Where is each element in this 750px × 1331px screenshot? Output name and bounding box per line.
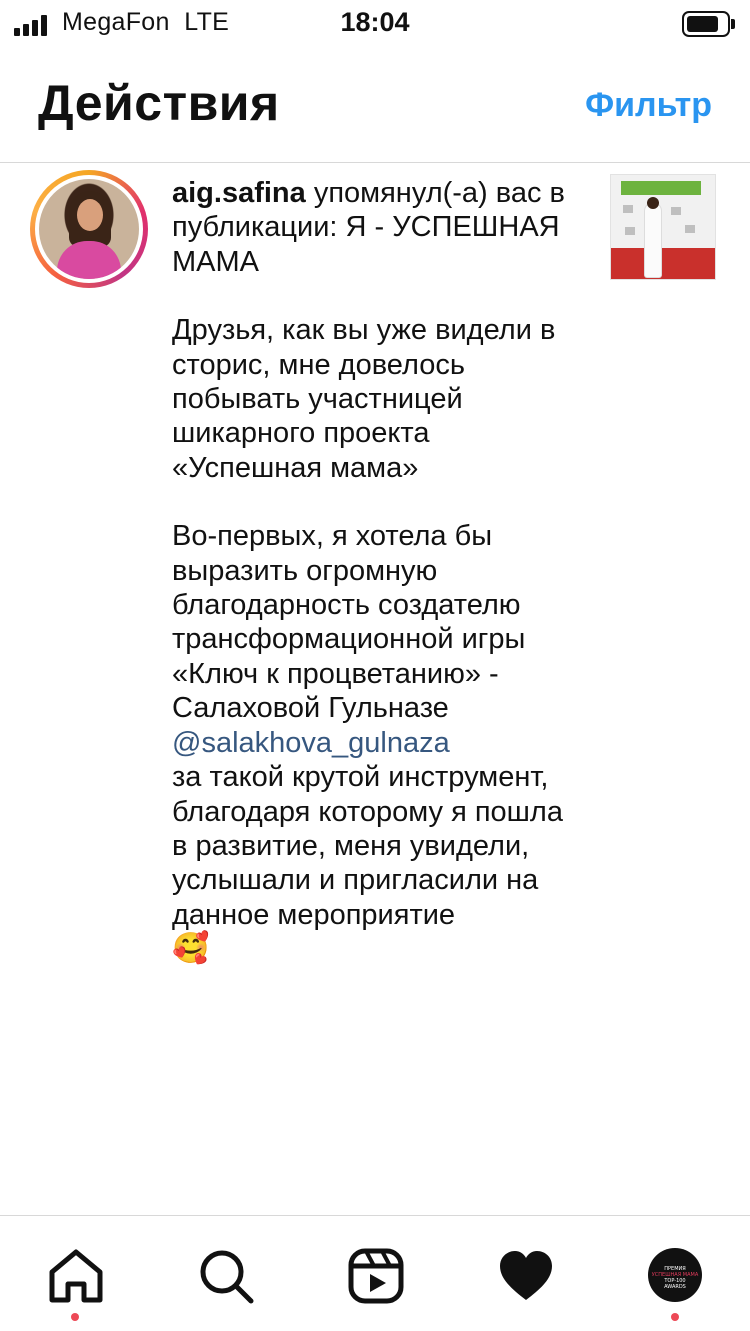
tab-reels[interactable] (346, 1246, 406, 1306)
caption-paragraph: за такой крутой инструмент, благодаря которому я пошла в развитие, меня увидели, услышали и пригласили на данное мероприятие (172, 761, 563, 931)
avatar[interactable] (39, 179, 139, 279)
reels-icon (346, 1246, 406, 1306)
story-ring[interactable] (30, 170, 148, 288)
page-title: Действия (38, 75, 280, 131)
home-icon (46, 1246, 106, 1306)
post-thumbnail[interactable] (610, 174, 716, 280)
username-link[interactable]: aig.safina (172, 177, 306, 209)
battery-icon (682, 11, 730, 37)
network-type: LTE (184, 8, 230, 36)
caption-paragraph: Друзья, как вы уже видели в сторис, мне довелось побывать участницей шикарного проекта «Успешная мама» (172, 314, 556, 484)
carrier-name: MegaFon (62, 8, 170, 36)
notification-text (172, 176, 572, 967)
status-time: 18:04 (340, 7, 410, 37)
home-notification-dot (71, 1313, 79, 1321)
profile-avatar: ПРЕМИЯ УСПЕШНАЯ МАМА TOP-100 AWARDS (651, 1266, 699, 1290)
tab-profile[interactable] (648, 1248, 702, 1302)
filter-button[interactable]: Фильтр (585, 86, 712, 124)
tab-search[interactable] (196, 1246, 256, 1306)
tab-home[interactable] (46, 1246, 106, 1306)
status-bar (0, 0, 750, 50)
mention-notification[interactable] (0, 164, 750, 1214)
smiling-face-with-hearts-emoji: 🥰 (172, 932, 210, 966)
profile-notification-dot (671, 1313, 679, 1321)
tab-bar (0, 1216, 750, 1331)
mention-link[interactable]: @salakhova_gulnaza (172, 726, 450, 759)
caption-paragraph: Во-первых, я хотела бы выразить огромную благодарность создателю трансформационной игры «Ключ к процветанию» - Салаховой Гульназе (172, 520, 526, 725)
divider (0, 162, 750, 163)
heart-icon (496, 1246, 556, 1306)
search-icon (196, 1246, 256, 1306)
notification-header (172, 176, 572, 279)
action-text: упомянул(-а) вас в публикации: Я - УСПЕШНАЯ МАМА (172, 177, 565, 278)
header (0, 68, 750, 148)
tab-activity[interactable] (496, 1246, 556, 1306)
